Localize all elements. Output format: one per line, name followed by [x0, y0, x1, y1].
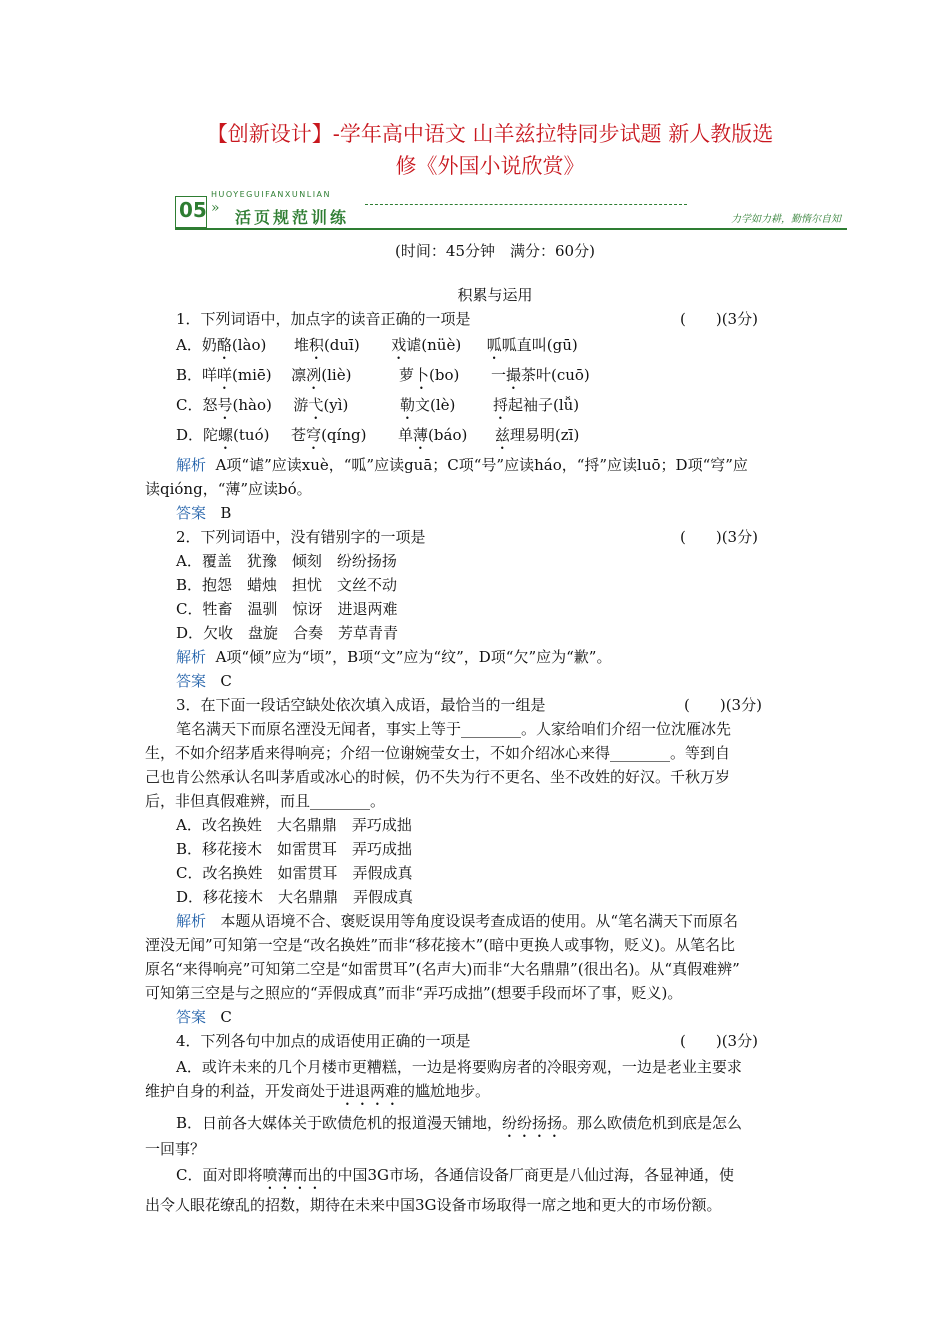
q3-option-d: D．移花接木 大名鼎鼎 弄假成真: [176, 888, 414, 906]
q1-a-dot9: 呱: [486, 336, 502, 354]
q1-c-t7: 文(lè): [415, 396, 456, 414]
q1-b-dot7: 卜: [414, 366, 430, 384]
title-line-1: 【创新设计】-学年高中语文 山羊兹拉特同步试题 新人教版选: [206, 122, 774, 146]
banner-underline: [175, 228, 847, 230]
q1-analysis-line-2: 读qióng，“薄”应读bó。: [145, 480, 312, 498]
q4-a-idiom: 进退两难: [340, 1082, 401, 1100]
q4-option-b-line-1: [176, 1112, 742, 1141]
q4-b-pre: B．日前各大媒体关于欧债危机的报道漫天铺地，: [176, 1114, 503, 1132]
q1-option-a: [176, 334, 578, 363]
q1-answer-value: B: [220, 504, 232, 522]
q1-stem: 1．下列词语中，加点字的读音正确的一项是: [176, 310, 471, 328]
q1-c-t0: C．怒: [176, 396, 218, 414]
q1-a-t10: 呱直叫(gū): [501, 336, 578, 354]
q4-a-pre: 维护自身的利益，开发商处于: [145, 1082, 341, 1100]
section-banner: [175, 190, 847, 232]
q3-score: ( )(3分): [684, 696, 762, 714]
time-score-info: (时间：45分钟 满分：60分): [395, 242, 595, 260]
double-chevron-icon: »: [211, 200, 220, 216]
q3-analysis-text-1: 本题从语境不合、褒贬误用等角度设误考查成语的使用。从“笔名满天下而原名: [220, 912, 739, 930]
q3-option-c: C．改名换姓 如雷贯耳 弄假成真: [176, 864, 413, 882]
q4-a-post: 的尴尬地步。: [400, 1082, 491, 1100]
q1-a-dot1: 酪: [216, 336, 232, 354]
q1-option-b: [176, 364, 590, 393]
q1-d-t0: D．陀: [176, 426, 219, 444]
q2-answer-value: C: [220, 672, 232, 690]
q3-analysis-line-2: 湮没无闻”可知第一空是“改名换姓”而非“移花接木”(暗中更换人或事物，贬义)。从笔名比: [145, 936, 736, 954]
q3-passage-line-2: 生，不如介绍茅盾来得响亮；介绍一位谢婉莹女士，不如介绍冰心来得________。等到自: [145, 744, 731, 762]
q1-d-t6: 单: [398, 426, 414, 444]
q2-option-d: D．欠收 盘旋 合奏 芳草青青: [176, 624, 399, 642]
q1-d-dot1: 螺: [218, 426, 234, 444]
q3-passage-line-4: 后，非但真假难辨，而且________。: [145, 792, 386, 810]
q1-d-dot4: 穹: [306, 426, 322, 444]
q1-b-t6: 萝: [399, 366, 415, 384]
title-line-2: 修《外国小说欣赏》: [395, 154, 585, 178]
section-title: 积累与运用: [457, 286, 533, 304]
q1-b-dot10: 撮: [505, 366, 521, 384]
q4-option-a-line-1: A．或许未来的几个月楼市更糟糕，一边是将要购房者的冷眼旁观，一边是老业主要求: [176, 1058, 742, 1076]
q1-b-dot1: 咩: [217, 366, 233, 384]
q2-answer: [176, 670, 232, 692]
q2-option-a: A．覆盖 犹豫 倾刻 纷纷扬扬: [176, 552, 397, 570]
q1-answer: [176, 502, 231, 524]
banner-number: 05: [179, 198, 207, 222]
q2-analysis: [176, 646, 611, 668]
q3-passage-line-3: 己也肯公然承认名叫茅盾或冰心的时候，仍不失为行不更名、坐不改姓的好汉。千秋万岁: [145, 768, 731, 786]
q1-a-t5: (duī): [323, 336, 360, 354]
q1-d-t2: (tuó): [233, 426, 270, 444]
q2-analysis-label: 解析: [176, 648, 207, 666]
q3-option-a: A．改名换姓 大名鼎鼎 弄巧成拙: [176, 816, 412, 834]
q4-option-c-line-2: 出令人眼花缭乱的招数，期待在未来中国3G设备市场取得一席之地和更大的市场份额。: [145, 1196, 722, 1214]
banner-motto: 力学如力耕，勤惰尔自知: [731, 214, 841, 225]
q1-analysis-label: 解析: [176, 456, 207, 474]
q1-d-t8: (báo): [428, 426, 468, 444]
q4-option-a-line-2: [145, 1080, 490, 1109]
q1-a-t2: (lào): [231, 336, 267, 354]
q1-c-dot1: 号: [217, 396, 233, 414]
q1-c-dot6: 勒: [399, 396, 415, 414]
q3-analysis-label: 解析: [176, 912, 207, 930]
q1-c-t5: (yì): [323, 396, 349, 414]
title-text: [140, 118, 840, 182]
banner-dashed-line: [365, 204, 687, 205]
q1-score: ( )(3分): [680, 310, 758, 328]
q1-b-dot4: 冽: [306, 366, 322, 384]
q1-a-t0: A．奶: [176, 336, 217, 354]
q4-stem: 4．下列各句中加点的成语使用正确的一项是: [176, 1032, 471, 1050]
q4-c-idiom: 喷薄而出: [262, 1166, 323, 1184]
q1-c-t9: 起袖子(lǚ): [507, 396, 580, 414]
q4-b-idiom: 纷纷扬扬: [502, 1114, 563, 1132]
banner-name: 活页规范训练: [235, 208, 350, 227]
q2-score: ( )(3分): [680, 528, 758, 546]
q3-analysis-line-4: 可知第三空是与之照应的“弄假成真”而非“弄巧成拙”(想要手段而坏了事，贬义)。: [145, 984, 683, 1002]
q2-option-b: B．抱怨 蜡烛 担忧 文丝不动: [176, 576, 398, 594]
q1-d-t5: (qíng): [321, 426, 367, 444]
q1-option-d: [176, 424, 579, 453]
q3-analysis-line-3: 原名“来得响亮”可知第二空是“如雷贯耳”(名声大)而非“大名鼎鼎”(很出名)。从“真假难辨”: [145, 960, 740, 978]
q4-option-b-line-2: 一回事？: [145, 1140, 206, 1158]
q1-b-t8: (bo): [429, 366, 460, 384]
q4-c-pre: C．面对即将: [176, 1166, 263, 1184]
q3-option-b: B．移花接木 如雷贯耳 弄巧成拙: [176, 840, 413, 858]
q3-stem: 3．在下面一段话空缺处依次填入成语，最恰当的一组是: [176, 696, 546, 714]
q1-a-dot4: 积: [308, 336, 324, 354]
q2-answer-label: 答案: [176, 672, 207, 690]
q3-passage-line-1: 笔名满天下而原名湮没无闻者，事实上等于________。人家给咱们介绍一位沈雁冰先: [176, 720, 732, 738]
q3-answer-label: 答案: [176, 1008, 207, 1026]
q1-analysis-text-1: A项“谑”应读xuè，“呱”应读guā；C项“号”应读háo，“捋”应读luō；D项“穹”应: [215, 456, 748, 474]
q1-a-dot6: 戏: [391, 336, 407, 354]
q4-score: ( )(3分): [680, 1032, 758, 1050]
q4-c-post: 的中国3G市场，各通信设备厂商更是八仙过海，各显神通，使: [322, 1166, 735, 1184]
q2-analysis-text: A项“倾”应为“顷”，B项“文”应为“纹”，D项“欠”应为“歉”。: [215, 648, 612, 666]
q3-answer-value: C: [220, 1008, 232, 1026]
q2-option-c: C．牲畜 温驯 惊讶 进退两难: [176, 600, 398, 618]
banner-pinyin: HUOYEGUIFANXUNLIAN: [211, 190, 332, 199]
q1-b-t11: 茶叶(cuō): [520, 366, 590, 384]
q2-stem: 2．下列词语中，没有错别字的一项是: [176, 528, 426, 546]
q1-d-dot9: 兹: [494, 426, 510, 444]
q1-analysis-line-1: [176, 454, 748, 476]
q1-a-t7: 谑: [406, 336, 422, 354]
q3-analysis-line-1: [176, 910, 738, 932]
q1-d-dot7: 薄: [413, 426, 429, 444]
q1-a-t8: (nüè): [421, 336, 462, 354]
q1-b-t2: (miē): [232, 366, 272, 384]
q1-d-t3: 苍: [291, 426, 307, 444]
q1-b-t0: B．咩: [176, 366, 218, 384]
q1-d-t10: 理易明(zī): [509, 426, 580, 444]
q3-answer: [176, 1006, 232, 1028]
q4-option-c-line-1: [176, 1164, 734, 1193]
q1-c-t2: (hào): [232, 396, 272, 414]
q1-c-t3: 游: [293, 396, 309, 414]
q1-option-c: [176, 394, 579, 423]
q4-b-post: 。那么欧债危机到底是怎么: [562, 1114, 743, 1132]
q1-b-t5: (liè): [321, 366, 352, 384]
q1-c-dot4: 弋: [308, 396, 324, 414]
q1-answer-label: 答案: [176, 504, 207, 522]
q1-b-t3: 凛: [291, 366, 307, 384]
q1-c-dot8: 捋: [492, 396, 508, 414]
q1-a-t3: 堆: [293, 336, 309, 354]
q1-b-t9: 一: [490, 366, 506, 384]
